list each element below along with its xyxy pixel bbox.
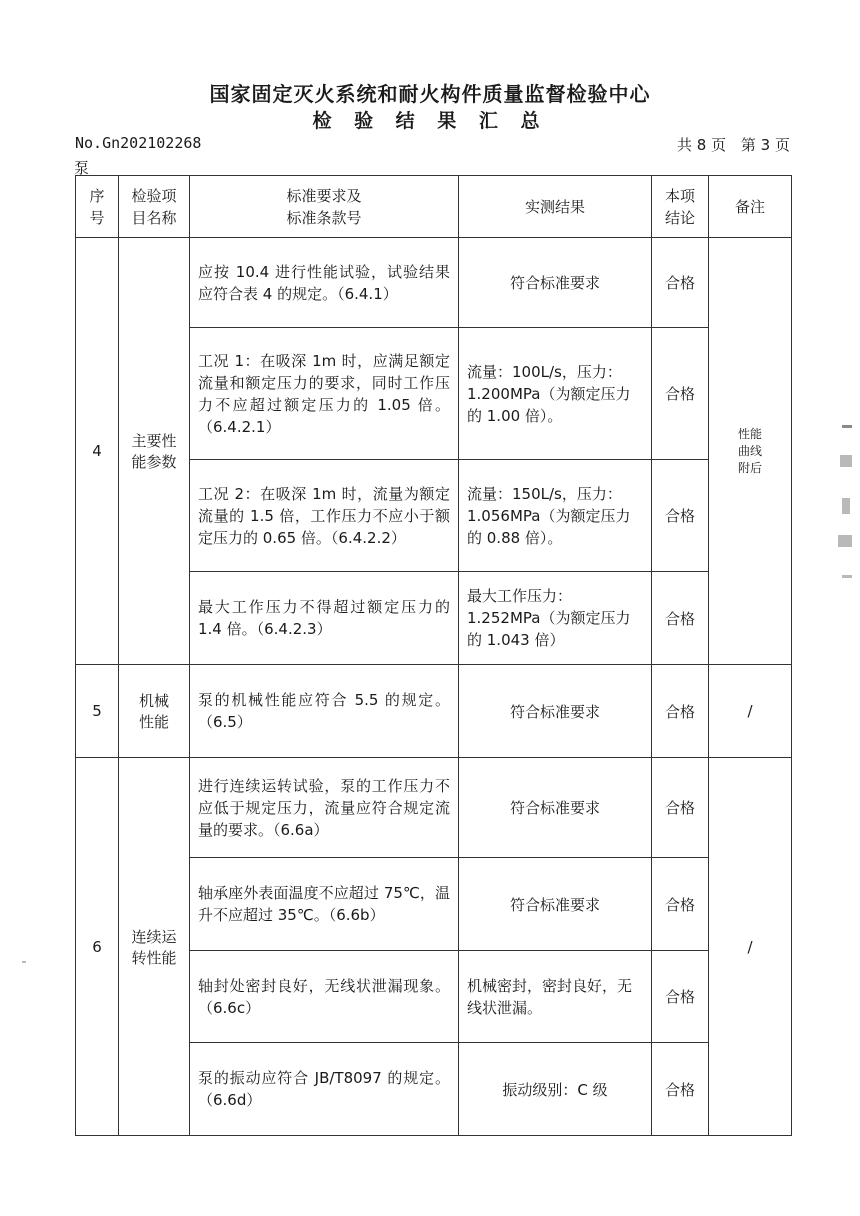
conclusion-cell: 合格 xyxy=(652,572,709,665)
report-subtitle: 检 验 结 果 汇 总 xyxy=(312,110,548,132)
document-number: No.Gn202102268 xyxy=(75,134,202,152)
remark-line: 性能 xyxy=(737,426,762,441)
remark-cell: / xyxy=(709,758,792,1136)
scan-mark xyxy=(842,575,852,578)
header-conclusion-line: 结论 xyxy=(664,208,695,227)
result-cell: 符合标准要求 xyxy=(459,758,652,858)
table-row xyxy=(76,665,792,758)
header-standard-line: 标准要求及 xyxy=(286,186,362,205)
scan-mark xyxy=(840,455,852,467)
header-remark: 备注 xyxy=(709,176,792,238)
header-standard xyxy=(190,176,459,238)
header-seq xyxy=(76,176,119,238)
result-cell: 振动级别：C 级 xyxy=(459,1043,652,1136)
result-cell: 流量：150L/s，压力：1.056MPa（为额定压力的 0.88 倍）。 xyxy=(459,460,652,572)
header-item-line: 目名称 xyxy=(131,208,177,227)
header-seq-line: 序 xyxy=(89,186,105,205)
item-name-line: 能参数 xyxy=(131,453,177,471)
item-name-cell xyxy=(119,758,190,1136)
standard-cell: 轴承座外表面温度不应超过 75℃，温升不应超过 35℃。（6.6b） xyxy=(190,858,459,951)
header-result: 实测结果 xyxy=(459,176,652,238)
total-pages: 共 8 页 xyxy=(677,136,727,154)
results-table xyxy=(75,175,792,1136)
current-page: 第 3 页 xyxy=(740,136,790,154)
table-row xyxy=(76,758,792,858)
standard-cell: 工况 1：在吸深 1m 时，应满足额定流量和额定压力的要求，同时工作压力不应超过额定压力的 1.05 倍。（6.4.2.1） xyxy=(190,328,459,460)
conclusion-cell: 合格 xyxy=(652,665,709,758)
header-standard-line: 标准条款号 xyxy=(286,208,362,227)
page-info xyxy=(667,134,790,155)
scan-mark xyxy=(22,961,26,963)
header-conclusion-line: 本项 xyxy=(664,186,695,205)
conclusion-cell: 合格 xyxy=(652,951,709,1043)
item-name-cell xyxy=(119,238,190,665)
header-conclusion xyxy=(652,176,709,238)
standard-cell: 应按 10.4 进行性能试验，试验结果应符合表 4 的规定。（6.4.1） xyxy=(190,238,459,328)
remark-line: 附后 xyxy=(737,460,762,475)
conclusion-cell: 合格 xyxy=(652,460,709,572)
product-name: 泵 xyxy=(74,159,90,177)
result-cell: 流量：100L/s，压力：1.200MPa（为额定压力的 1.00 倍）。 xyxy=(459,328,652,460)
conclusion-cell: 合格 xyxy=(652,858,709,951)
report-title: 国家固定灭火系统和耐火构件质量监督检验中心 xyxy=(209,82,651,106)
table-header-row xyxy=(76,176,792,238)
header-item-line: 检验项 xyxy=(131,186,177,205)
conclusion-cell: 合格 xyxy=(652,1043,709,1136)
standard-cell: 轴封处密封良好，无线状泄漏现象。（6.6c） xyxy=(190,951,459,1043)
table-row xyxy=(76,238,792,328)
result-cell: 符合标准要求 xyxy=(459,665,652,758)
standard-cell: 工况 2：在吸深 1m 时，流量为额定流量的 1.5 倍，工作压力不应小于额定压力的 0.65 倍。（6.4.2.2） xyxy=(190,460,459,572)
result-cell: 机械密封，密封良好，无线状泄漏。 xyxy=(459,951,652,1043)
seq-cell: 4 xyxy=(76,238,119,665)
remark-cell: / xyxy=(709,665,792,758)
seq-cell: 6 xyxy=(76,758,119,1136)
item-name-line: 性能 xyxy=(138,713,169,731)
conclusion-cell: 合格 xyxy=(652,758,709,858)
seq-cell: 5 xyxy=(76,665,119,758)
scan-mark xyxy=(842,498,850,514)
remark-cell xyxy=(709,238,792,665)
standard-cell: 进行连续运转试验，泵的工作压力不应低于规定压力，流量应符合规定流量的要求。（6.6a） xyxy=(190,758,459,858)
standard-cell: 最大工作压力不得超过额定压力的 1.4 倍。（6.4.2.3） xyxy=(190,572,459,665)
result-cell: 最大工作压力：1.252MPa（为额定压力的 1.043 倍） xyxy=(459,572,652,665)
item-name-line: 主要性 xyxy=(131,432,177,450)
conclusion-cell: 合格 xyxy=(652,328,709,460)
result-cell: 符合标准要求 xyxy=(459,238,652,328)
item-name-line: 连续运 xyxy=(131,927,177,946)
header-item xyxy=(119,176,190,238)
standard-cell: 泵的振动应符合 JB/T8097 的规定。（6.6d） xyxy=(190,1043,459,1136)
item-name-cell xyxy=(119,665,190,758)
remark-line: 曲线 xyxy=(737,443,762,458)
result-cell: 符合标准要求 xyxy=(459,858,652,951)
scan-mark xyxy=(842,425,852,428)
standard-cell: 泵的机械性能应符合 5.5 的规定。（6.5） xyxy=(190,665,459,758)
header-seq-line: 号 xyxy=(89,208,105,227)
item-name-line: 转性能 xyxy=(131,948,177,967)
conclusion-cell: 合格 xyxy=(652,238,709,328)
scan-mark xyxy=(838,535,852,547)
item-name-line: 机械 xyxy=(138,692,169,710)
